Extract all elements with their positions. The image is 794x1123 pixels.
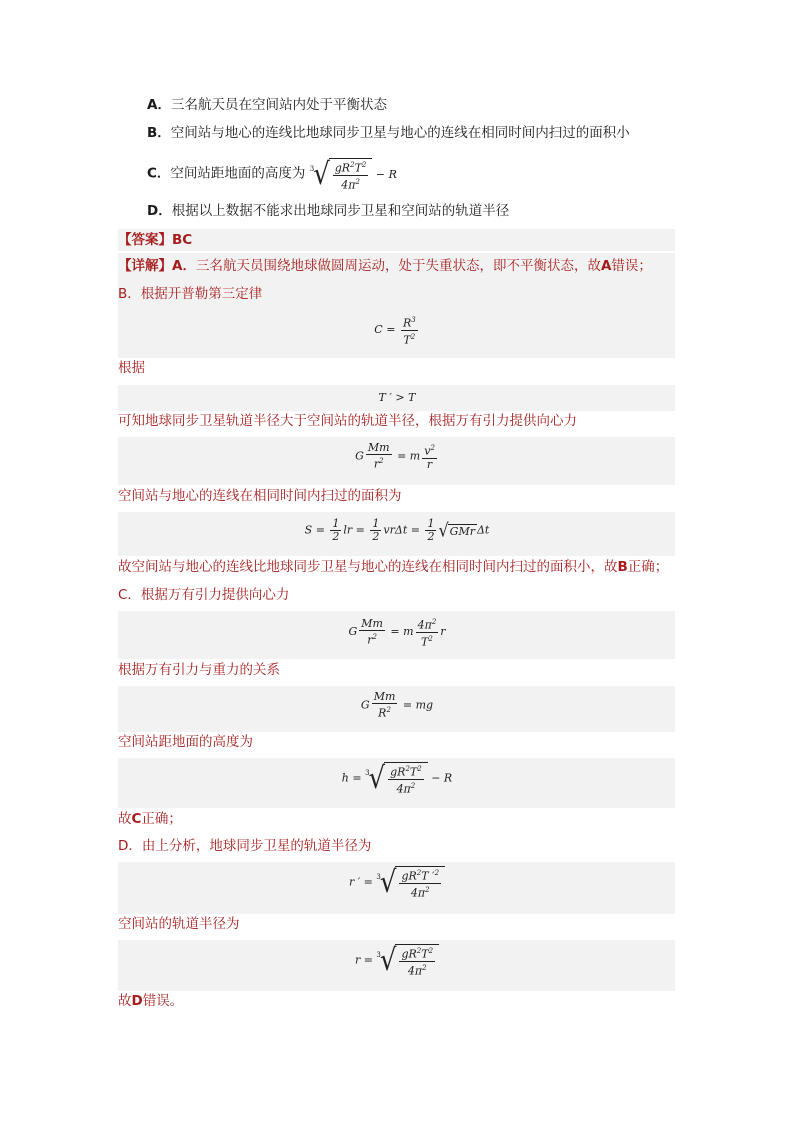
- station-radius-formula: r = 3 √ $\frac{gR^2T^2}{4\pi^2}$: [0, 944, 794, 977]
- option-a-label: A．: [147, 97, 171, 113]
- detail-c-conclusion: [118, 810, 182, 828]
- height-formula: h = 3 √ $\frac{gR^2T^2}{4\pi^2}$ − R: [341, 761, 453, 796]
- d-conclusion-letter: D: [131, 993, 143, 1009]
- b-conclusion-text: 故空间站与地心的连线比地球同步卫星与地心的连线在相同时间内扫过的面积小，故: [118, 559, 618, 575]
- detail-a-text: 三名航天员围绕地球做圆周运动，处于失重状态，即不平衡状态，故: [195, 258, 601, 274]
- weight-formula: G $\frac{Mm}{R^2}$ = mg: [360, 690, 434, 720]
- option-c-formula: 3 √ $\frac{gR^2T^2}{4\pi^2}$ − R: [309, 157, 397, 192]
- detail-a-label: A．: [172, 258, 196, 274]
- option-c-text: 空间站距地面的高度为: [170, 165, 306, 182]
- height-intro: 空间站距地面的高度为: [118, 734, 253, 750]
- period-formula: T ′ > T: [378, 391, 416, 404]
- c-conclusion-pre: 故: [118, 811, 132, 827]
- option-b-text: 空间站与地心的连线比地球同步卫星与地心的连线在相同时间内扫过的面积小: [170, 125, 630, 141]
- option-d-label: D．: [147, 203, 172, 219]
- option-b-label: B．: [147, 125, 171, 141]
- option-d-text: 根据以上数据不能求出地球同步卫星和空间站的轨道半径: [171, 203, 510, 219]
- gravity-relation: 根据万有引力与重力的关系: [118, 662, 280, 678]
- detail-c-heading: C．根据万有引力提供向心力: [118, 587, 290, 603]
- answer-band: [118, 229, 675, 251]
- detail-b-conclusion: [118, 558, 668, 576]
- detail-b-heading: B．根据开普勒第三定律: [118, 286, 263, 302]
- area-formula: S = $\frac{1}{2}$ lr = $\frac{1}{2}$ vrΔt = $\frac{1}{2}$ √ GMr Δt: [304, 517, 490, 543]
- d-conclusion-pre: 故: [118, 993, 132, 1009]
- kepler-result: 可知地球同步卫星轨道半径大于空间站的轨道半径，根据万有引力提供向心力: [118, 413, 577, 429]
- option-c: [147, 158, 397, 191]
- gravity-formula-1: G $\frac{Mm}{r^2}$ = m $\frac{v^2}{r}$: [355, 441, 435, 471]
- area-intro: 空间站与地心的连线在相同时间内扫过的面积为: [118, 488, 402, 504]
- basis-text: 根据: [118, 360, 145, 376]
- b-conclusion-end: 正确；: [627, 559, 669, 575]
- sync-radius-formula: r ′ = 3 √ $\frac{gR^2T '^2}{4\pi^2}$: [0, 866, 794, 899]
- option-c-label: C．: [147, 165, 171, 182]
- station-radius-intro: 空间站的轨道半径为: [118, 916, 240, 932]
- option-a-text: 三名航天员在空间站内处于平衡状态: [170, 97, 387, 113]
- option-a: [147, 96, 387, 114]
- option-b: [147, 124, 630, 142]
- gravity-formula-2: G $\frac{Mm}{r^2}$ = m $\frac{4\pi^2}{T^2}$ r: [348, 616, 446, 649]
- c-conclusion-letter: C: [131, 811, 142, 827]
- b-conclusion-letter: B: [617, 559, 628, 575]
- detail-a-end: 错误；: [611, 258, 652, 274]
- detail-tag: 【详解】: [118, 258, 172, 274]
- answer-line: [118, 231, 192, 249]
- kepler-formula: C = $\frac{R^3}{T^2}$: [374, 316, 416, 347]
- detail-a-letter: A: [600, 258, 612, 274]
- detail-d-heading: D．由上分析，地球同步卫星的轨道半径为: [118, 838, 372, 854]
- detail-d-conclusion: [118, 992, 183, 1010]
- answer-value: BC: [172, 232, 193, 248]
- detail-a-line: [118, 257, 652, 275]
- option-d: [147, 202, 509, 220]
- c-conclusion-post: 正确；: [141, 811, 182, 827]
- d-conclusion-post: 错误。: [142, 993, 184, 1009]
- answer-tag: 【答案】: [118, 232, 172, 248]
